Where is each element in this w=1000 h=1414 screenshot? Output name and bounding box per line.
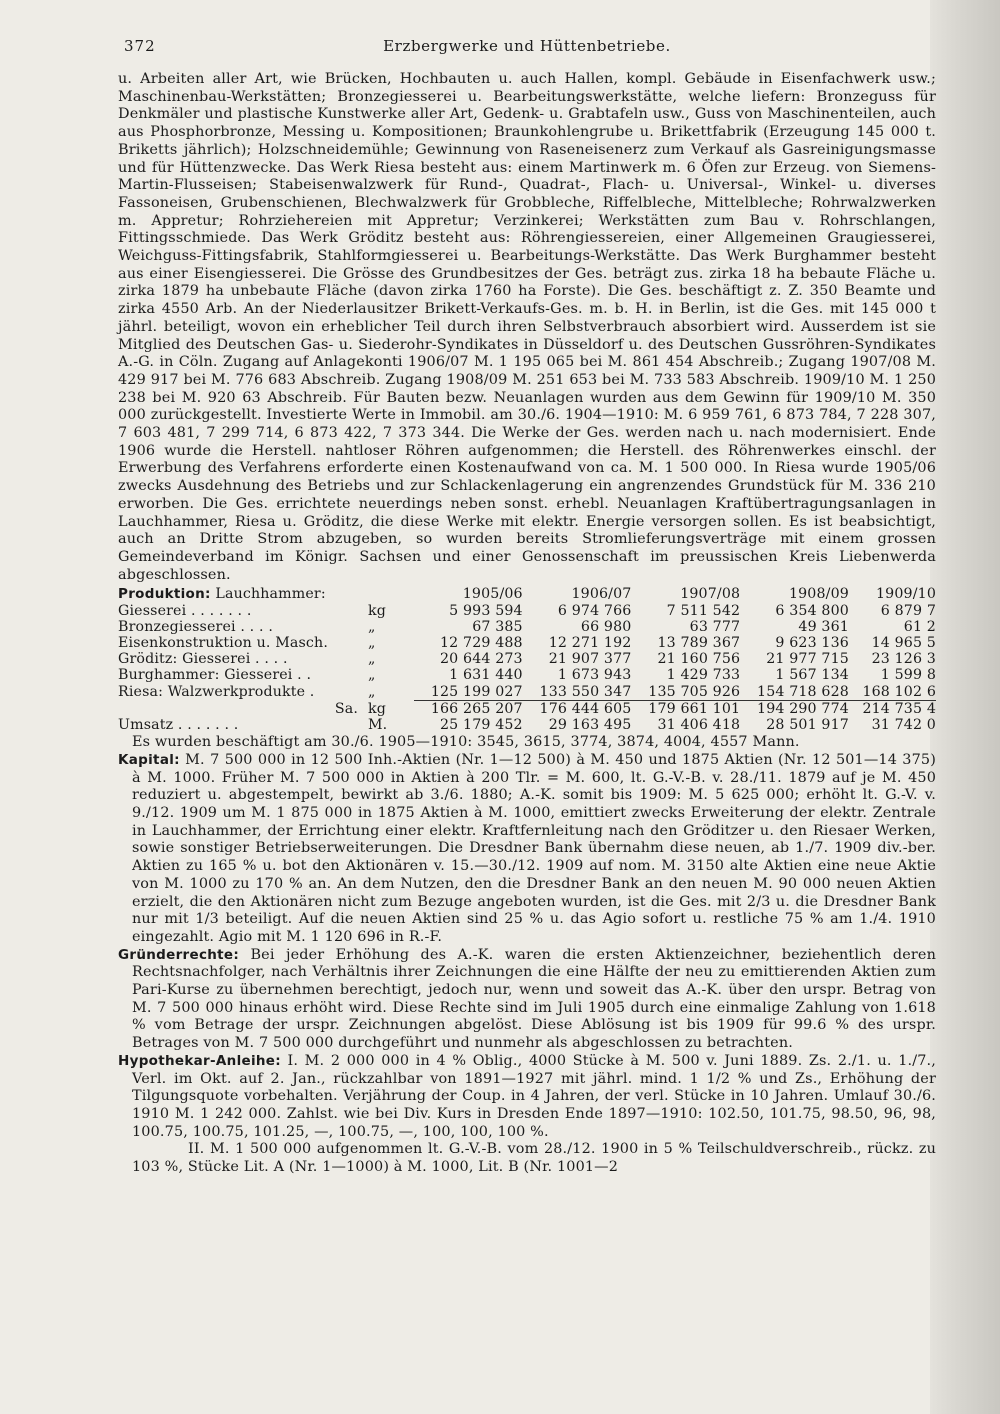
table-row: Gröditz: Giesserei . . . . „ 20 644 273 21 907 377 21 160 756 21 977 715 23 126 3: [118, 651, 936, 668]
gruenderrechte-text: Bei jeder Erhöhung des A.-K. waren die ersten Aktienzeichner, beziehentlich deren Rechtsnachfolger, nach Verhältnis ihrer Zeichnungen die eine Hälfte der neu zu emittierenden Aktien zum Pari-Kurse zu übernehmen berechtigt, jedoch nur, wenn und soweit das A.-K. über den urspr. Betrag von M. 7 500 000 hinaus erhöht wird. Diese Rechte sind im Juli 1905 durch eine einmalige Zahlung von 1.618 % vom Betrage der urspr. Zeichnungen abgelöst. Diese Ablösung ist bis 1909 für 99.6 % des urspr. Betrages von M. 7 500 000 durchgeführt und nunmehr als abgeschlossen zu betrachten.: [132, 946, 937, 1052]
kapital-text: M. 7 500 000 in 12 500 Inh.-Aktien (Nr. 1—12 500) à M. 450 und 1875 Aktien (Nr. 12 501—14 375) à M. 1000. Früher M. 7 500 000 in Aktien à 200 Tlr. = M. 600, lt. G.-V.-B. v. 28./11. 1879 auf je M. 450 reduziert u. abgestempelt, bewirkt ab 3./6. 1880; A.-K. somit bis 1909: M. 5 625 000; erhöht lt. G.-V. v. 9./12. 1909 um M. 1 875 000 in 1875 Aktien à M. 1000, emittiert zwecks Erweiterung der elektr. Zentrale in Lauchhammer, der Errichtung einer elektr. Kraftfernleitung nach den Gröditzer u. den Riesaer Werken, sowie sonstiger Betriebserweiterungen. Die Dresdner Bank übernahm diese neuen, ab 1./7. 1909 div.-ber. Aktien zu 165 % u. bot den Aktionären v. 15.—30./12. 1909 auf nom. M. 3150 alte Aktien eine neue Aktie von M. 1000 zu 170 % an. An dem Nutzen, den die Dresdner Bank an den neuen M. 90 000 neuen Aktien erzielt, die den Aktionären nicht zum Bezuge angeboten wurden, ist die Ges. mit 2/3 u. die Dresdner Bank nur mit 1/3 beteiligt. Auf die neuen Aktien sind 25 % u. das Agio sofort u. restliche 75 % am 1./4. 1910 eingezahlt. Agio mit M. 1 120 696 in R.-F.: [132, 751, 936, 945]
kapital-heading: Kapital:: [118, 751, 180, 768]
employees-line: Es wurden beschäftigt am 30./6. 1905—1910: 3545, 3615, 3774, 3874, 4004, 4557 Mann.: [132, 734, 800, 751]
production-heading: Produktion: Lauchhammer:: [118, 586, 326, 603]
umsatz-row: Umsatz . . . . . . . M. 25 179 452 29 163 495 31 406 418 28 501 917 31 742 0: [118, 717, 936, 734]
hypothekar-heading: Hypothekar-Anleihe:: [118, 1052, 281, 1069]
scan-edge: [930, 0, 1000, 1414]
production-table: [118, 586, 936, 733]
gruenderrechte-section: [118, 947, 936, 1053]
year-col: 1908/09: [788, 586, 849, 603]
table-row: Eisenkonstruktion u. Masch. „ 12 729 488 12 271 192 13 789 367 9 623 136 14 965 5: [118, 635, 936, 651]
hypothekar-section: [118, 1053, 936, 1142]
year-col: 1905/06: [462, 586, 523, 603]
intro-paragraph: u. Arbeiten aller Art, wie Brücken, Hochbauten u. auch Hallen, kompl. Gebäude in Eisenfachwerk usw.; Maschinenbau-Werkstätten; Bronzegiesserei u. Bearbeitungswerkstätte, welche liefern: Bronzeguss für Denkmäler und plastische Kunstwerke aller Art, Gedenk- u. Grabtafeln usw., Guss von Maschinenteilen, auch aus Phosphorbronze, Messing u. Kompositionen; Braunkohlengrube u. Brikettfabrik (Erzeugung 145 000 t. Briketts jährlich); Holzschneidemühle; Gewinnung von Raseneisenerz zum Verkauf als Gasreinigungsmasse und für Hüttenzwecke. Das Werk Riesa besteht aus: einem Martinwerk m. 6 Öfen zur Erzeug. von Siemens-Martin-Flusseisen; Stabeisenwalzwerk für Rund-, Quadrat-, Flach- u. Universal-, Winkel- u. diverses Fassoneisen, Grubenschienen, Blechwalzwerk für Grobbleche, Riffelbleche, Mittelbleche; Rohrwalzwerken m. Appretur; Rohrziehereien mit Appretur; Verzinkerei; Werkstätten zum Bau v. Rohrschlangen, Fittingsschmiede. Das Werk Gröditz besteht aus: Röhrengiessereien, einer Allgemeinen Graugiesserei, Weichguss-Fittingsfabrik, Stahlformgiesserei u. Bearbeitungs-Werkstätte. Das Werk Burghammer besteht aus einer Eisengiesserei. Die Grösse des Grundbesitzes der Ges. beträgt zus. zirka 18 ha bebaute Fläche u. zirka 1879 ha unbebaute Fläche (davon zirka 1760 ha Forste). Die Ges. beschäftigt z. Z. 350 Beamte und zirka 4550 Arb. An der Niederlausitzer Brikett-Verkaufs-Ges. m. b. H. in Berlin, ist die Ges. mit 145 000 t jährl. beteiligt, wovon ein erheblicher Teil durch ihren Selbstverbrauch absorbiert wird. Ausserdem ist sie Mitglied des Deutschen Gas- u. Siederohr-Syndikates in Düsseldorf u. des Deutschen Gussröhren-Syndikates A.-G. in Cöln. Zugang auf Anlagekonti 1906/07 M. 1 195 065 bei M. 861 454 Abschreib.; Zugang 1907/08 M. 429 917 bei M. 776 683 Abschreib. Zugang 1908/09 M. 251 653 bei M. 733 583 Abschreib. 1909/10 M. 1 250 238 bei M. 920 63 Abschreib. Für Bauten bezw. Neuanlagen wurden aus dem Gewinn für 1909/10 M. 350 000 zurückgestellt. Investierte Werte in Immobil. am 30./6. 1904—1910: M. 6 959 761, 6 873 784, 7 228 307, 7 603 481, 7 299 714, 6 873 422, 7 373 344. Die Werke der Ges. werden nach u. nach modernisiert. Ende 1906 wurde die Herstell. nahtloser Röhren aufgenommen; die Herstell. des Röhrenwerkes einschl. der Erwerbung des Verfahrens erforderte einen Kostenaufwand von ca. M. 1 500 000. In Riesa wurde 1905/06 zwecks Ausdehnung des Betriebs und zur Schlackenlagerung ein angrenzendes Grundstück für M. 336 210 erworben. Die Ges. errichtete neuerdings neben sonst. erhebl. Neuanlagen Kraftübertragungsanlagen in Lauchhammer, Riesa u. Gröditz, die diese Werke mit elektr. Energie versorgen sollen. Es ist beabsichtigt, auch an Dritte Strom abzugeben, so wurden bereits Stromlieferungsverträge mit einem grossen Gemeindeverband im Königr. Sachsen und einer Genossenschaft im preussischen Kreis Liebenwerda abgeschlossen.: [118, 71, 936, 583]
year-col: 1909/10: [876, 586, 936, 603]
gruenderrechte-heading: Gründerrechte:: [118, 946, 240, 963]
table-row: Bronzegiesserei . . . . „ 67 385 66 980 63 777 49 361 61 2: [118, 618, 936, 635]
table-row: Giesserei . . . . . . . kg 5 993 594 6 974 766 7 511 542 6 354 800 6 879 7: [118, 602, 936, 619]
table-row: Riesa: Walzwerkprodukte . „ 125 199 027 133 550 347 135 705 926 154 718 628 168 102 6: [118, 683, 936, 700]
running-title: Erzbergwerke und Hüttenbetriebe.: [383, 37, 671, 55]
page-number: 372: [124, 37, 156, 55]
year-col: 1906/07: [571, 586, 632, 603]
kapital-section: [118, 752, 936, 947]
sum-row: Sa. kg 166 265 207 176 444 605 179 661 101 194 290 774 214 735 4: [334, 700, 936, 717]
hypothekar-text: I. M. 2 000 000 in 4 % Oblig., 4000 Stücke à M. 500 v. Juni 1889. Zs. 2./1. u. 1./7., Verl. im Okt. auf 2. Jan., rückzahlbar von 1891—1927 mit jährl. mind. 1 1/2 % und Zs., Erhöhung der Tilgungsquote vorbehalten. Verjährung der Coup. in 4 Jahren, der verl. Stücke in 10 Jahren. Umlauf 30./6. 1910 M. 1 242 000. Zahlst. wie bei Div. Kurs in Dresden Ende 1897—1910: 102.50, 101.75, 98.50, 96, 98, 100.75, 100.75, 101.25, —, 100.75, —, 100, 100, 100 %.: [132, 1052, 936, 1140]
hypothekar-part-two: II. M. 1 500 000 aufgenommen lt. G.-V.-B. vom 28./12. 1900 in 5 % Teilschuldverschreib., rückz. zu 103 %, Stücke Lit. A (Nr. 1—1000) à M. 1000, Lit. B (Nr. 1001—2: [132, 1141, 936, 1176]
production-header-row: [118, 586, 936, 602]
page-header: [118, 38, 936, 60]
table-row: Burghammer: Giesserei . . „ 1 631 440 1 673 943 1 429 733 1 567 134 1 599 8: [118, 667, 936, 684]
year-col: 1907/08: [680, 586, 741, 603]
document-page: [118, 38, 936, 1177]
